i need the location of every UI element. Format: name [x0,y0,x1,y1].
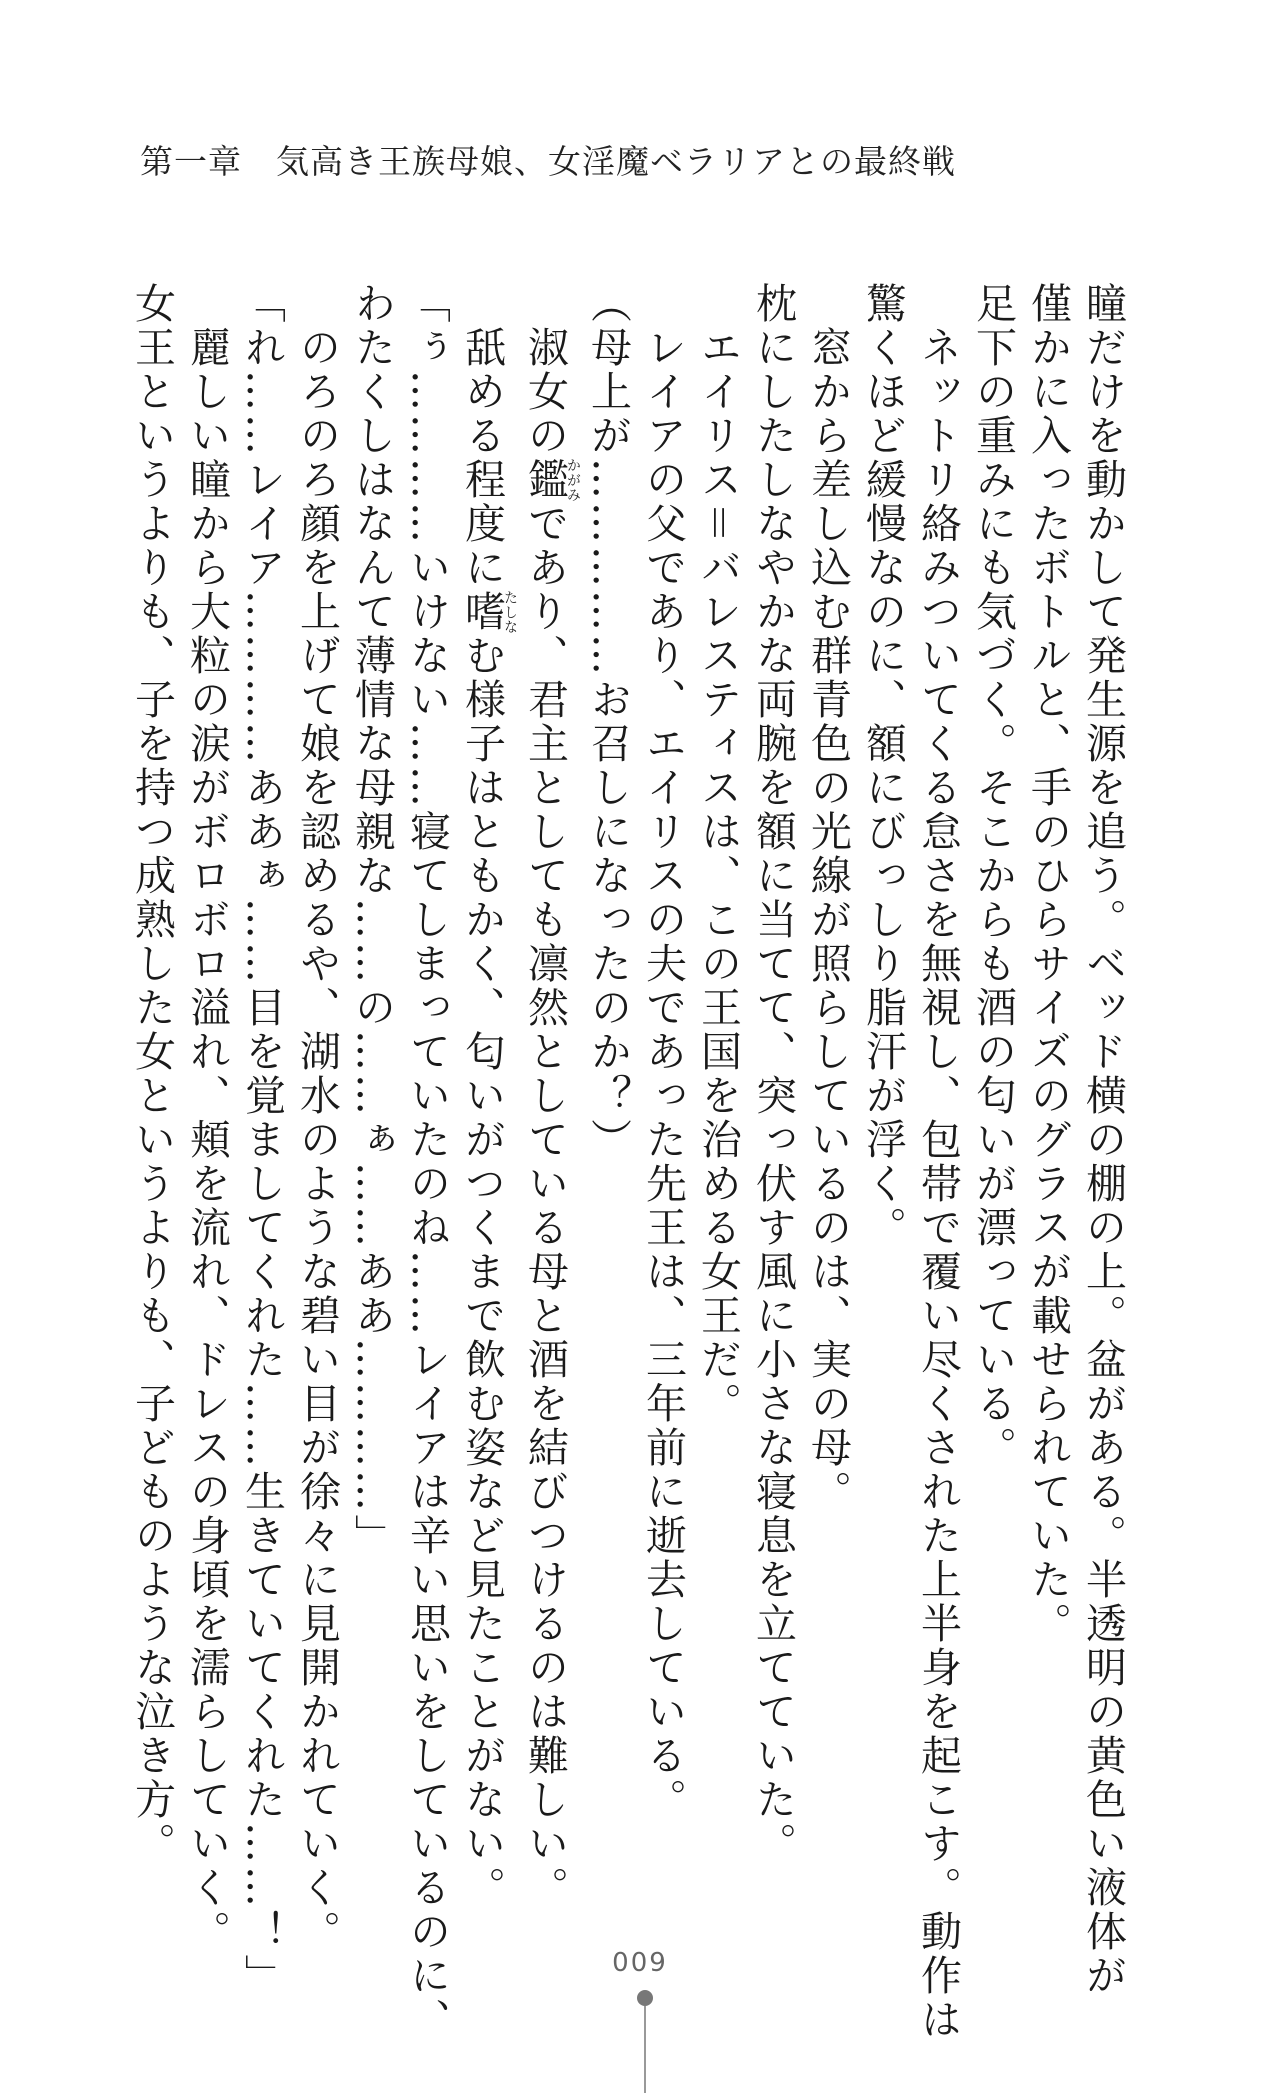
text-line-1: 瞳だけを動かして発生源を追う。ベッド横の棚の上。盆がある。半透明の黄色い液体が [1079,282,1127,1998]
text-line-3: 足下の重みにも気づく。そこからも酒の匂いが漂っている。 [969,282,1017,1470]
ruby-tashina [458,590,518,634]
text-line-6: 窓から差し込む群青色の光線が照らしているのは、実の母。 [804,282,852,1514]
text-line-9: レイアの父であり、エイリスの夫であった先王は、三年前に逝去している。 [639,282,687,1822]
text-line-13: 「ぅ…………いけない……寝てしまっていたのね……レイアは辛い思いをしているのに、 [403,282,451,2042]
text-line-11-part-1: 淑女の [521,282,569,458]
page-marker-dot [637,1990,653,2006]
chapter-header: 第一章 気高き王族母娘、女淫魔ベラリアとの最終戦 [140,142,956,181]
text-line-15: のろのろ顔を上げて娘を認めるや、湖水のような碧い目が徐々に見開かれていく。 [293,282,341,1954]
text-line-2: 僅かに入ったボトルと、手のひらサイズのグラスが載せられていた。 [1024,282,1072,1646]
page-number: 009 [612,1948,668,1978]
page-marker-line [644,2006,646,2093]
text-line-5: 驚くほど緩慢なのに、額にびっしり脂汗が浮く。 [859,282,907,1250]
text-line-11-part-2: であり、君主としても凛然としている母と酒を結びつけるのは難しい。 [521,502,569,1910]
text-line-11 [517,282,581,1910]
text-line-12 [454,282,518,1910]
text-line-12-part-1: 舐める程度に [458,282,506,590]
text-line-16: 「れ……レイア…………ああぁ……目を覚ましてくれた……生きていてくれた……！」 [238,282,286,1998]
text-line-10: （母上が……………お召しになったのか？） [584,282,632,1162]
ruby-kagami-base: 鑑 [521,458,569,502]
text-line-17: 麗しい瞳から大粒の涙がボロボロ溢れ、頬を流れ、ドレスの身頃を濡らしていく。 [183,282,231,1954]
ruby-kagami-reading: かがみ [565,458,581,502]
text-line-8: エイリス＝バレスティスは、この王国を治める女王だ。 [694,282,742,1426]
text-line-18: 女王というよりも、子を持つ成熟した女というよりも、子どものような泣き方。 [128,282,176,1866]
text-line-4: ネットリ絡みついてくる怠さを無視し、包帯で覆い尽くされた上半身を起こす。動作は [914,282,962,2042]
text-line-7: 枕にしたしなやかな両腕を額に当てて、突っ伏す風に小さな寝息を立てていた。 [749,282,797,1866]
ruby-tashina-base: 嗜 [458,590,506,634]
ruby-tashina-reading: たしな [502,590,518,634]
ruby-kagami [521,458,581,502]
text-line-12-part-2: む様子はともかく、匂いがつくまで飲む姿など見たことがない。 [458,634,506,1910]
text-line-14: わたくしはなんて薄情な母親な……の……ぁ……ああ…………」 [348,282,396,1558]
